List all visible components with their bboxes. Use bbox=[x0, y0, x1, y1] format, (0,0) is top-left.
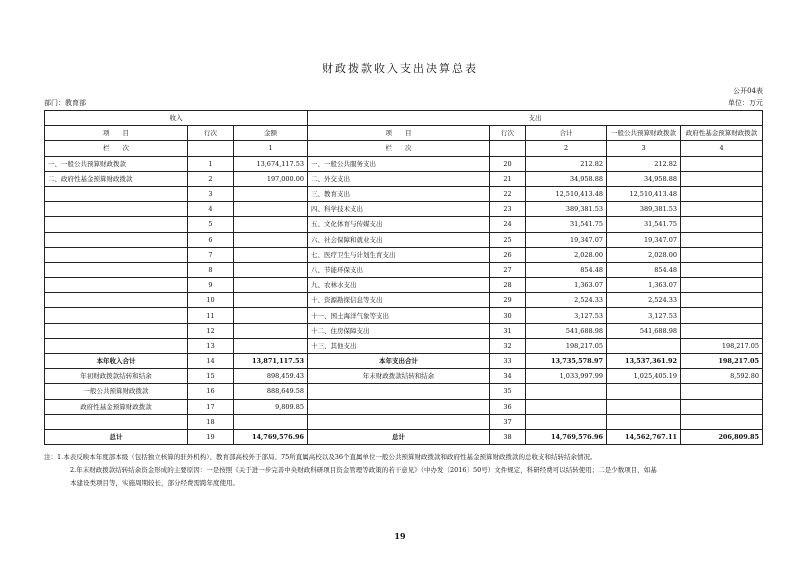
expense-general: 1,025,405.19 bbox=[607, 369, 681, 384]
expense-fund bbox=[681, 384, 763, 399]
expense-fund: 198,217.05 bbox=[681, 354, 763, 369]
table-row bbox=[45, 156, 763, 171]
income-line-no: 15 bbox=[188, 369, 234, 384]
note-1: 注：1.本表反映本年度部本级（包括独立核算的驻外机构）、教育部高校外于部局、75所直属高校以及36个直属单位一般公共预算财政拨款和政府性基金预算财政拨款的总收支和结转结余情况。 bbox=[44, 453, 597, 461]
income-item bbox=[45, 293, 188, 308]
expense-item: 一、一般公共服务支出 bbox=[308, 156, 490, 171]
expense-general: 541,688.98 bbox=[607, 323, 681, 338]
expense-item: 年末财政拨款结转和结余 bbox=[308, 369, 490, 384]
expense-fund bbox=[681, 399, 763, 414]
expense-item: 八、节能环保支出 bbox=[308, 262, 490, 277]
expense-total: 2,028.00 bbox=[526, 247, 607, 262]
income-item bbox=[45, 232, 188, 247]
income-item: 一般公共预算财政拨款 bbox=[45, 384, 188, 399]
expense-general: 389,381.53 bbox=[607, 202, 681, 217]
expense-fund: 198,217.05 bbox=[681, 338, 763, 353]
expense-item: 本年支出合计 bbox=[308, 354, 490, 369]
notes-section bbox=[44, 451, 762, 490]
income-item: 二、政府性基金预算财政拨款 bbox=[45, 171, 188, 186]
income-amount: 197,000.00 bbox=[234, 171, 308, 186]
header-row-numbers bbox=[45, 141, 763, 156]
expense-fund: 206,809.85 bbox=[681, 429, 763, 444]
expense-item bbox=[308, 414, 490, 429]
header-row-section bbox=[45, 111, 763, 126]
table-row bbox=[45, 262, 763, 277]
expense-total-header: 合计 bbox=[526, 126, 607, 141]
expense-line-no: 28 bbox=[490, 278, 526, 293]
income-line-no: 18 bbox=[188, 414, 234, 429]
subtotal-row bbox=[45, 354, 763, 369]
expense-total: 198,217.05 bbox=[526, 338, 607, 353]
expense-general: 19,347.07 bbox=[607, 232, 681, 247]
expense-item: 六、社会保障和就业支出 bbox=[308, 232, 490, 247]
expense-general: 12,510,413.48 bbox=[607, 186, 681, 201]
balance-row bbox=[45, 414, 763, 429]
table-row bbox=[45, 232, 763, 247]
table-row bbox=[45, 308, 763, 323]
expense-line-no: 38 bbox=[490, 429, 526, 444]
income-amount bbox=[234, 338, 308, 353]
income-item bbox=[45, 247, 188, 262]
income-amount bbox=[234, 323, 308, 338]
expense-total: 3,127.53 bbox=[526, 308, 607, 323]
income-amount: 898,459.43 bbox=[234, 369, 308, 384]
expense-item: 二、外交支出 bbox=[308, 171, 490, 186]
income-item bbox=[45, 278, 188, 293]
expense-total bbox=[526, 399, 607, 414]
expense-total: 12,510,413.48 bbox=[526, 186, 607, 201]
income-line-no: 19 bbox=[188, 429, 234, 444]
income-amount bbox=[234, 293, 308, 308]
income-line-no: 1 bbox=[188, 156, 234, 171]
expense-general bbox=[607, 414, 681, 429]
income-line-no: 2 bbox=[188, 171, 234, 186]
expense-item: 十一、国土海洋气象等支出 bbox=[308, 308, 490, 323]
income-line-no: 6 bbox=[188, 232, 234, 247]
expense-item bbox=[308, 384, 490, 399]
income-item bbox=[45, 323, 188, 338]
income-line-no: 17 bbox=[188, 399, 234, 414]
col-num-4: 4 bbox=[681, 141, 763, 156]
expense-general: 3,127.53 bbox=[607, 308, 681, 323]
expense-fund bbox=[681, 232, 763, 247]
income-amount: 888,649.58 bbox=[234, 384, 308, 399]
expense-line-header: 行次 bbox=[490, 126, 526, 141]
note-2: 2.年末财政拨款结转结余资金形成的主要原因：一是按照《关于进一步完善中央财政科研项目资金管理等政策的若干意见》（中办发〔2016〕50号）文件规定，科研经费可以结转使用；二是少数项目，如基 bbox=[70, 466, 657, 474]
income-item: 年初财政拨款结转和结余 bbox=[45, 369, 188, 384]
income-line-header: 行次 bbox=[188, 126, 234, 141]
expense-fund: 8,592.80 bbox=[681, 369, 763, 384]
expense-total: 212.82 bbox=[526, 156, 607, 171]
expense-fund-header: 政府性基金预算财政拨款 bbox=[681, 126, 763, 141]
expense-total: 14,769,576.96 bbox=[526, 429, 607, 444]
table-row bbox=[45, 278, 763, 293]
income-line-no: 12 bbox=[188, 323, 234, 338]
expense-line-no: 27 bbox=[490, 262, 526, 277]
income-amount: 13,871,117.53 bbox=[234, 354, 308, 369]
expense-total: 541,688.98 bbox=[526, 323, 607, 338]
table-row bbox=[45, 293, 763, 308]
income-line-no: 11 bbox=[188, 308, 234, 323]
note-2-continued: 本建设类项目等，实施周期较长，部分经费需跨年度使用。 bbox=[70, 479, 239, 487]
expense-line-no: 26 bbox=[490, 247, 526, 262]
income-item bbox=[45, 186, 188, 201]
grand-total-row bbox=[45, 429, 763, 444]
expense-total: 13,735,578.97 bbox=[526, 354, 607, 369]
expense-line-no: 20 bbox=[490, 156, 526, 171]
income-line-no: 16 bbox=[188, 384, 234, 399]
expense-line-no: 24 bbox=[490, 217, 526, 232]
expense-column-label: 栏 次 bbox=[308, 141, 490, 156]
page-title: 财政拨款收入支出决算总表 bbox=[322, 62, 478, 75]
expense-general: 31,541.75 bbox=[607, 217, 681, 232]
table-row bbox=[45, 202, 763, 217]
income-amount-header: 金额 bbox=[234, 126, 308, 141]
table-row bbox=[45, 338, 763, 353]
expense-general: 13,537,361.92 bbox=[607, 354, 681, 369]
income-line-no: 14 bbox=[188, 354, 234, 369]
expense-general: 854.48 bbox=[607, 262, 681, 277]
expense-line-no: 32 bbox=[490, 338, 526, 353]
expense-line-no: 21 bbox=[490, 171, 526, 186]
expense-fund bbox=[681, 202, 763, 217]
expense-total bbox=[526, 414, 607, 429]
income-amount bbox=[234, 308, 308, 323]
income-amount bbox=[234, 202, 308, 217]
expense-general bbox=[607, 399, 681, 414]
expense-total: 34,958.88 bbox=[526, 171, 607, 186]
income-line-no: 8 bbox=[188, 262, 234, 277]
expense-item: 九、农林水支出 bbox=[308, 278, 490, 293]
expense-line-blank bbox=[490, 141, 526, 156]
expense-fund bbox=[681, 323, 763, 338]
expense-item: 总计 bbox=[308, 429, 490, 444]
expense-total: 1,033,997.99 bbox=[526, 369, 607, 384]
expense-fund bbox=[681, 293, 763, 308]
expense-line-no: 23 bbox=[490, 202, 526, 217]
income-amount bbox=[234, 278, 308, 293]
income-item bbox=[45, 308, 188, 323]
expense-fund bbox=[681, 156, 763, 171]
header-row-columns bbox=[45, 126, 763, 141]
expense-line-no: 31 bbox=[490, 323, 526, 338]
income-line-no: 9 bbox=[188, 278, 234, 293]
expense-line-no: 22 bbox=[490, 186, 526, 201]
income-amount bbox=[234, 262, 308, 277]
income-line-no: 13 bbox=[188, 338, 234, 353]
expense-fund bbox=[681, 171, 763, 186]
expense-item: 十二、住房保障支出 bbox=[308, 323, 490, 338]
unit-label: 单位：万元 bbox=[728, 99, 763, 107]
expense-item: 七、医疗卫生与计划生育支出 bbox=[308, 247, 490, 262]
col-num-1: 1 bbox=[234, 141, 308, 156]
table-row bbox=[45, 217, 763, 232]
expense-general bbox=[607, 338, 681, 353]
income-item bbox=[45, 202, 188, 217]
income-amount: 13,674,117.53 bbox=[234, 156, 308, 171]
income-item: 一、一般公共预算财政拨款 bbox=[45, 156, 188, 171]
form-number: 公开04表 bbox=[733, 87, 763, 95]
expense-item: 四、科学技术支出 bbox=[308, 202, 490, 217]
expense-line-no: 29 bbox=[490, 293, 526, 308]
expense-line-no: 35 bbox=[490, 384, 526, 399]
income-line-no: 7 bbox=[188, 247, 234, 262]
table-row bbox=[45, 247, 763, 262]
income-item bbox=[45, 262, 188, 277]
expense-total: 1,363.07 bbox=[526, 278, 607, 293]
income-column-label: 栏 次 bbox=[45, 141, 188, 156]
expense-line-no: 33 bbox=[490, 354, 526, 369]
expense-line-no: 34 bbox=[490, 369, 526, 384]
expense-general bbox=[607, 384, 681, 399]
expense-total: 389,381.53 bbox=[526, 202, 607, 217]
table-row bbox=[45, 323, 763, 338]
expense-total bbox=[526, 384, 607, 399]
income-amount bbox=[234, 186, 308, 201]
expense-general: 1,363.07 bbox=[607, 278, 681, 293]
expense-line-no: 36 bbox=[490, 399, 526, 414]
balance-row bbox=[45, 399, 763, 414]
expense-line-no: 30 bbox=[490, 308, 526, 323]
budget-table bbox=[44, 110, 763, 445]
table-row bbox=[45, 186, 763, 201]
income-amount bbox=[234, 217, 308, 232]
income-header: 收入 bbox=[45, 111, 308, 126]
income-item-header: 项 目 bbox=[45, 126, 188, 141]
balance-row bbox=[45, 369, 763, 384]
income-item bbox=[45, 338, 188, 353]
col-num-2: 2 bbox=[526, 141, 607, 156]
page-number: 19 bbox=[394, 531, 406, 541]
expense-item: 五、文化体育与传媒支出 bbox=[308, 217, 490, 232]
expense-item: 十三、其他支出 bbox=[308, 338, 490, 353]
expense-fund bbox=[681, 186, 763, 201]
income-item: 本年收入合计 bbox=[45, 354, 188, 369]
department-label: 部门：教育部 bbox=[44, 99, 86, 107]
income-amount bbox=[234, 414, 308, 429]
expense-item: 三、教育支出 bbox=[308, 186, 490, 201]
income-line-no: 10 bbox=[188, 293, 234, 308]
expense-header: 支出 bbox=[308, 111, 763, 126]
expense-fund bbox=[681, 247, 763, 262]
expense-fund bbox=[681, 278, 763, 293]
income-item bbox=[45, 414, 188, 429]
income-amount bbox=[234, 232, 308, 247]
expense-total: 19,347.07 bbox=[526, 232, 607, 247]
expense-general: 34,958.88 bbox=[607, 171, 681, 186]
expense-total: 854.48 bbox=[526, 262, 607, 277]
income-item: 政府性基金预算财政拨款 bbox=[45, 399, 188, 414]
income-amount: 14,769,576.96 bbox=[234, 429, 308, 444]
expense-line-no: 25 bbox=[490, 232, 526, 247]
expense-general: 2,524.33 bbox=[607, 293, 681, 308]
income-line-no: 5 bbox=[188, 217, 234, 232]
expense-general: 2,028.00 bbox=[607, 247, 681, 262]
income-item bbox=[45, 217, 188, 232]
income-item: 总计 bbox=[45, 429, 188, 444]
expense-fund bbox=[681, 308, 763, 323]
expense-line-no: 37 bbox=[490, 414, 526, 429]
income-amount: 9,809.85 bbox=[234, 399, 308, 414]
expense-general: 14,562,767.11 bbox=[607, 429, 681, 444]
income-amount bbox=[234, 247, 308, 262]
income-line-blank bbox=[188, 141, 234, 156]
expense-fund bbox=[681, 414, 763, 429]
income-line-no: 3 bbox=[188, 186, 234, 201]
expense-item: 十、资源勘探信息等支出 bbox=[308, 293, 490, 308]
expense-general: 212.82 bbox=[607, 156, 681, 171]
income-line-no: 4 bbox=[188, 202, 234, 217]
expense-item bbox=[308, 399, 490, 414]
expense-fund bbox=[681, 262, 763, 277]
expense-total: 2,524.33 bbox=[526, 293, 607, 308]
expense-fund bbox=[681, 217, 763, 232]
table-row bbox=[45, 171, 763, 186]
col-num-3: 3 bbox=[607, 141, 681, 156]
expense-total: 31,541.75 bbox=[526, 217, 607, 232]
expense-item-header: 项 目 bbox=[308, 126, 490, 141]
expense-general-header: 一般公共预算财政拨款 bbox=[607, 126, 681, 141]
balance-row bbox=[45, 384, 763, 399]
